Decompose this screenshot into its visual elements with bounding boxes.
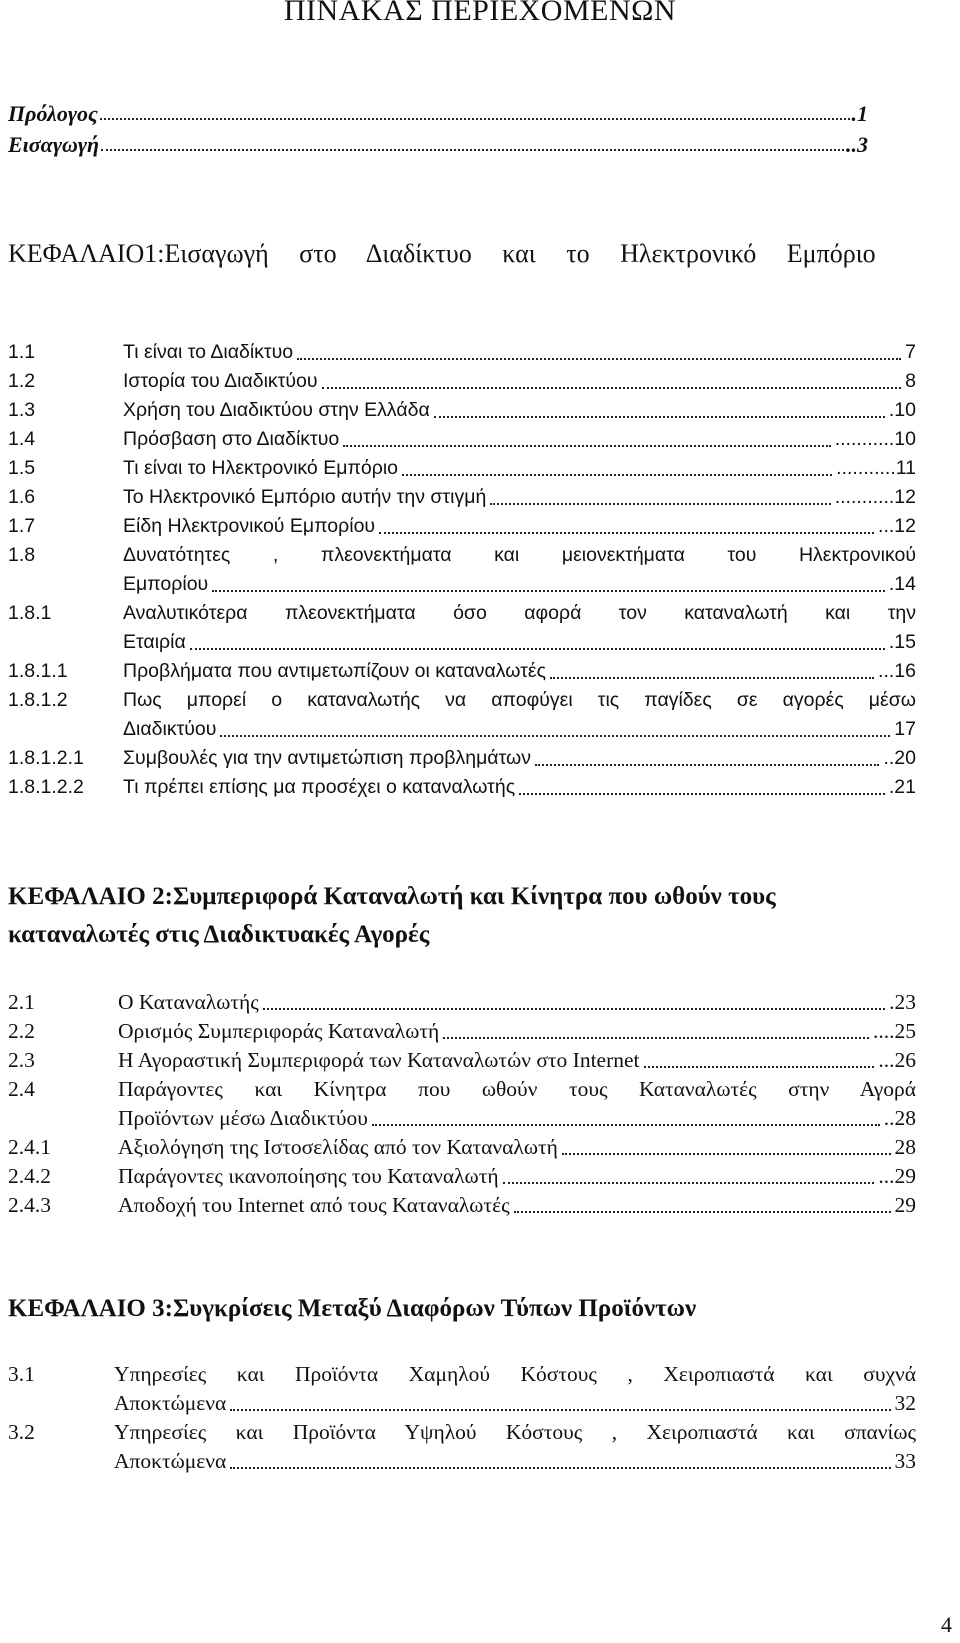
entry-title-line2 xyxy=(114,1447,916,1476)
dot-leader xyxy=(212,570,885,592)
toc-entry[interactable] xyxy=(8,657,916,686)
entry-page: ...........11 xyxy=(836,457,916,479)
entry-number: 3.2 xyxy=(8,1420,35,1444)
toc-entry[interactable] xyxy=(8,1418,916,1476)
entry-title: Ορισμός Συμπεριφοράς Καταναλωτή xyxy=(118,1019,440,1043)
entry-title-line1: Παράγοντες και Κίνητρα που ωθούν τους Καταναλωτές στην Αγορά xyxy=(118,1077,916,1101)
entry-title-cont: Αποκτώμενα xyxy=(114,1449,227,1473)
entry-title-line xyxy=(123,338,916,367)
entry-page: 8 xyxy=(905,370,916,392)
entry-page: ..3 xyxy=(846,132,868,157)
entry-number: 1.6 xyxy=(8,486,36,508)
entry-title: Προβλήματα που αντιμετωπίζουν οι καταναλωτές xyxy=(123,660,546,682)
dot-leader xyxy=(562,1133,891,1155)
dot-leader xyxy=(514,1191,891,1213)
entry-number: 2.4.3 xyxy=(8,1193,51,1217)
toc-entry-introduction[interactable] xyxy=(8,129,868,160)
toc-entry[interactable] xyxy=(8,454,916,483)
entry-title: Τι πρέπει επίσης μα προσέχει ο καταναλωτής xyxy=(123,776,516,798)
entry-page: 33 xyxy=(894,1449,916,1473)
entry-title-line xyxy=(118,1191,916,1220)
entry-number: 1.8.1.2 xyxy=(8,689,68,711)
preface-section xyxy=(8,98,868,160)
toc-entry[interactable] xyxy=(8,744,916,773)
entry-text xyxy=(118,1191,916,1220)
entry-title: Πρόλογος xyxy=(8,101,98,126)
entry-page: .14 xyxy=(888,573,916,595)
dot-leader xyxy=(343,425,830,447)
toc-entry[interactable] xyxy=(8,988,916,1017)
entry-title-line1: Υπηρεσίες και Προϊόντα Υψηλού Κόστους , Χειροπιαστά και σπανίως xyxy=(114,1420,916,1444)
chapter-2-title: ΚΕΦΑΛΑΙΟ 2:Συμπεριφορά Καταναλωτή και Κίνητρα που ωθούν τους καταναλωτές στις Διαδικτυακές Αγορές xyxy=(8,883,776,948)
entry-title: Χρήση του Διαδικτύου στην Ελλάδα xyxy=(123,399,430,421)
entry-title: Το Ηλεκτρονικό Εμπόριο αυτήν την στιγμή xyxy=(123,486,487,508)
entry-number: 2.2 xyxy=(8,1019,35,1043)
entry-number: 1.8.1.2.2 xyxy=(8,776,84,798)
entry-text xyxy=(123,425,916,454)
dot-leader xyxy=(100,98,850,120)
entry-page: ...12 xyxy=(878,515,916,537)
entry-title-line xyxy=(123,454,916,483)
entry-title-cont: Προϊόντων μέσω Διαδικτύου xyxy=(118,1106,368,1130)
dot-leader xyxy=(490,483,830,505)
toc-entry[interactable] xyxy=(8,425,916,454)
entry-text xyxy=(118,1046,916,1075)
chapter-1-entries xyxy=(8,338,916,802)
entry-page: ...26 xyxy=(878,1048,916,1072)
entry-title-line2 xyxy=(123,570,916,599)
entry-text xyxy=(123,744,916,773)
entry-title-line xyxy=(123,396,916,425)
entry-title-line2 xyxy=(123,628,916,657)
dot-leader xyxy=(230,1389,890,1411)
entry-text xyxy=(114,1418,916,1476)
dot-leader xyxy=(379,512,874,534)
entry-title-line2 xyxy=(123,715,916,744)
chapter-1-title: ΚΕΦΑΛΑΙΟ1:Εισαγωγή στο Διαδίκτυο και το Ηλεκτρονικό Εμπόριο xyxy=(8,239,876,268)
dot-leader xyxy=(434,396,885,418)
toc-entry[interactable] xyxy=(8,599,916,657)
entry-title: Παράγοντες ικανοποίησης του Καταναλωτή xyxy=(118,1164,499,1188)
entry-text xyxy=(123,686,916,744)
entry-title-line xyxy=(118,988,916,1017)
entry-text xyxy=(114,1360,916,1418)
chapter-3-title: ΚΕΦΑΛΑΙΟ 3:Συγκρίσεις Μεταξύ Διαφόρων Τύπων Προϊόντων xyxy=(8,1295,697,1322)
entry-text xyxy=(123,454,916,483)
entry-text xyxy=(118,1017,916,1046)
toc-entry[interactable] xyxy=(8,1075,916,1133)
dot-leader xyxy=(443,1017,869,1039)
entry-page: ...........12 xyxy=(834,486,916,508)
entry-title-line1: Πως μπορεί ο καταναλωτής να αποφύγει τις παγίδες σε αγορές μέσω xyxy=(123,689,916,711)
page-number: 4 xyxy=(941,1612,952,1637)
entry-number: 1.5 xyxy=(8,457,36,479)
entry-text xyxy=(118,1162,916,1191)
dot-leader xyxy=(535,744,879,766)
entry-title-line1: Υπηρεσίες και Προϊόντα Χαμηλού Κόστους , Χειροπιαστά και συχνά xyxy=(114,1362,916,1386)
dot-leader xyxy=(230,1447,890,1469)
dot-leader xyxy=(190,628,885,650)
entry-title: Τι είναι το Διαδίκτυο xyxy=(123,341,294,363)
entry-text xyxy=(123,541,916,599)
page-title: ΠΙΝΑΚΑΣ ΠΕΡΙΕΧΟΜΕΝΩΝ xyxy=(283,0,677,27)
entry-title: Συμβουλές για την αντιμετώπιση προβλημάτων xyxy=(123,747,531,769)
entry-title-line xyxy=(118,1133,916,1162)
entry-page: ...........10 xyxy=(834,428,916,450)
entry-title-line xyxy=(123,744,916,773)
entry-number: 1.2 xyxy=(8,370,36,392)
entry-number: 2.4.2 xyxy=(8,1164,51,1188)
entry-page: .10 xyxy=(888,399,916,421)
entry-title: Εισαγωγή xyxy=(8,132,100,157)
entry-number: 2.4.1 xyxy=(8,1135,51,1159)
entry-title-line xyxy=(118,1162,916,1191)
entry-text xyxy=(118,1075,916,1133)
entry-title-line xyxy=(118,1017,916,1046)
entry-page: ...16 xyxy=(878,660,916,682)
entry-title: Ο Καταναλωτής xyxy=(118,990,259,1014)
entry-title-cont: Αποκτώμενα xyxy=(114,1391,227,1415)
entry-number: 1.7 xyxy=(8,515,36,537)
dot-leader xyxy=(322,367,902,389)
toc-entry[interactable] xyxy=(8,1133,916,1162)
entry-number: 1.3 xyxy=(8,399,36,421)
entry-title-line2 xyxy=(118,1104,916,1133)
entry-page: .1 xyxy=(851,101,868,126)
toc-entry[interactable] xyxy=(8,1360,916,1418)
toc-entry[interactable] xyxy=(8,1017,916,1046)
entry-title-line xyxy=(123,773,916,802)
toc-entry[interactable] xyxy=(8,773,916,802)
toc-entry[interactable] xyxy=(8,1046,916,1075)
entry-title: Ιστορία του Διαδικτύου xyxy=(123,370,318,392)
toc-entry[interactable] xyxy=(8,367,916,396)
entry-page: ..28 xyxy=(883,1106,916,1130)
entry-title: Αξιολόγηση της Ιστοσελίδας από τον Καταναλωτή xyxy=(118,1135,558,1159)
entry-number: 1.8.1.1 xyxy=(8,660,68,682)
toc-entry[interactable] xyxy=(8,512,916,541)
entry-page: .21 xyxy=(888,776,916,798)
entry-title-line1: Αναλυτικότερα πλεονεκτήματα όσο αφορά τον καταναλωτή και την xyxy=(123,602,916,624)
dot-leader xyxy=(402,454,832,476)
entry-text xyxy=(123,512,916,541)
entry-number: 2.1 xyxy=(8,990,35,1014)
entry-title-line xyxy=(118,1046,916,1075)
entry-title-line xyxy=(123,512,916,541)
entry-title: Αποδοχή του Internet από τους Καταναλωτές xyxy=(118,1193,510,1217)
entry-text xyxy=(123,483,916,512)
toc-entry[interactable] xyxy=(8,541,916,599)
entry-title-line1: Δυνατότητες , πλεονεκτήματα και μειονεκτήματα του Ηλεκτρονικού xyxy=(123,544,916,566)
entry-title-line xyxy=(123,483,916,512)
entry-text xyxy=(123,657,916,686)
dot-leader xyxy=(644,1046,875,1068)
entry-text xyxy=(123,338,916,367)
entry-number: 1.1 xyxy=(8,341,36,363)
entry-title-cont: Διαδικτύου xyxy=(123,718,217,740)
dot-leader xyxy=(220,715,890,737)
entry-page: 7 xyxy=(905,341,916,363)
entry-text xyxy=(123,773,916,802)
entry-text xyxy=(123,367,916,396)
entry-title: Είδη Ηλεκτρονικού Εμπορίου xyxy=(123,515,376,537)
toc-entry[interactable] xyxy=(8,1162,916,1191)
entry-number: 1.8 xyxy=(8,544,36,566)
entry-page: ....25 xyxy=(873,1019,916,1043)
entry-text xyxy=(118,1133,916,1162)
dot-leader xyxy=(263,988,885,1010)
entry-number: 2.3 xyxy=(8,1048,35,1072)
dot-leader xyxy=(297,338,901,360)
chapter-3-entries xyxy=(8,1360,916,1476)
toc-entry[interactable] xyxy=(8,1191,916,1220)
dot-leader xyxy=(550,657,874,679)
entry-page: 29 xyxy=(894,1193,916,1217)
entry-title: Τι είναι το Ηλεκτρονικό Εμπόριο xyxy=(123,457,399,479)
entry-title-cont: Εμπορίου xyxy=(123,573,209,595)
toc-entry[interactable] xyxy=(8,483,916,512)
entry-number: 1.4 xyxy=(8,428,36,450)
dot-leader xyxy=(101,129,844,151)
entry-title-line xyxy=(123,425,916,454)
entry-text xyxy=(123,396,916,425)
entry-title-line2 xyxy=(114,1389,916,1418)
toc-entry[interactable] xyxy=(8,686,916,744)
entry-title-line xyxy=(123,657,916,686)
dot-leader xyxy=(372,1104,880,1126)
entry-title-line xyxy=(123,367,916,396)
entry-page: 17 xyxy=(894,718,916,740)
entry-page: 32 xyxy=(894,1391,916,1415)
entry-title: Η Αγοραστική Συμπεριφορά των Καταναλωτών στο Internet xyxy=(118,1048,640,1072)
entry-text xyxy=(118,988,916,1017)
entry-number: 2.4 xyxy=(8,1077,35,1101)
toc-entry[interactable] xyxy=(8,338,916,367)
entry-number: 3.1 xyxy=(8,1362,35,1386)
toc-entry-preface[interactable] xyxy=(8,98,868,129)
entry-number: 1.8.1.2.1 xyxy=(8,747,84,769)
chapter-2-entries xyxy=(8,988,916,1220)
toc-entry[interactable] xyxy=(8,396,916,425)
entry-text xyxy=(123,599,916,657)
entry-number: 1.8.1 xyxy=(8,602,52,624)
entry-page: 28 xyxy=(894,1135,916,1159)
entry-page: ...29 xyxy=(878,1164,916,1188)
entry-title-cont: Εταιρία xyxy=(123,631,186,653)
dot-leader xyxy=(519,773,885,795)
entry-title: Πρόσβαση στο Διαδίκτυο xyxy=(123,428,340,450)
entry-page: .23 xyxy=(889,990,916,1014)
dot-leader xyxy=(503,1162,875,1184)
entry-page: .15 xyxy=(888,631,916,653)
entry-page: ..20 xyxy=(883,747,916,769)
